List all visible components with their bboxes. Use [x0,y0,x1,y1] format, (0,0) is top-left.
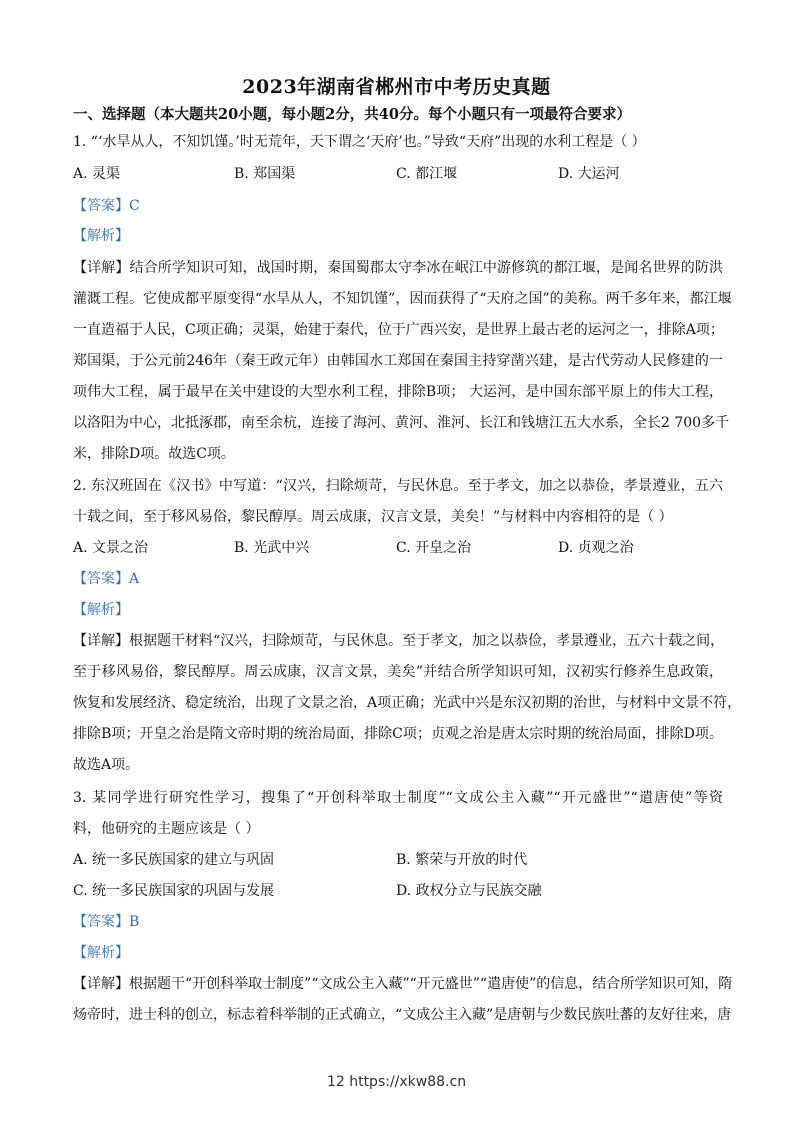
page-title: 2023年湖南省郴州市中考历史真题 [242,76,551,98]
q1-option-d: D. 大运河 [558,166,620,182]
q1-detail-line: 一直造福于人民，C项正确；灵渠，始建于秦代，位于广西兴安，是世界上最古老的运河之一，排除A项； [73,322,724,338]
q1-detail-line: 灌溉工程。它使成都平原变得“水旱从人，不知饥馑”，因而获得了“天府之国”的美称。两千多年来，都江堰 [73,291,732,307]
q1-detail-line: 以洛阳为中心，北抵涿郡，南至余杭，连接了海河、黄河、淮河、长江和钱塘江五大水系，全长2 700多千 [73,415,730,431]
q3-option-a: A. 统一多民族国家的建立与巩固 [73,852,275,868]
answer-label: 【答案】B [73,914,140,930]
q3-option-c: C. 统一多民族国家的巩固与发展 [73,883,275,899]
q3-option-b: B. 繁荣与开放的时代 [396,852,528,868]
q1-detail-line: 郑国渠，于公元前246年（秦王政元年）由韩国水工郑国在秦国主持穿凿兴建，是古代劳动人民修建的一 [73,353,723,369]
q2-answer [73,568,723,590]
q1-option-c: C. 都江堰 [396,166,458,182]
q1-detail-line: 项伟大工程，属于最早在关中建设的大型水利工程，排除B项； 大运河，是中国东部平原上的伟大工程， [73,384,723,400]
q3-detail-line: 【详解】根据题干“开创科举取士制度”“文成公主入藏”“开元盛世”“遣唐使”的信息，结合所学知识可知，隋 [73,976,733,992]
q2-option-a: A. 文景之治 [73,540,149,556]
q3-option-d: D. 政权分立与民族交融 [396,883,542,899]
q1-answer [73,195,723,217]
q1-detail-line: 米，排除D项。故选C项。 [73,446,235,462]
q2-detail-line: 至于移风易俗，黎民醇厚。周云成康，汉言文景，美矣”并结合所学知识可知，汉初实行修养生息政策， [73,664,723,680]
question-3-stem: 3. 某同学进行研究性学习，搜集了“开创科举取士制度”“文成公主入藏”“开元盛世”“遣唐使”等资 [73,790,723,806]
q2-analysis-label: 【解析】 [73,602,129,618]
answer-label: 【答案】C [73,198,140,214]
page-footer-link[interactable]: 12 https://xkw88.cn [326,1074,467,1090]
q3-answer [73,911,723,933]
q2-detail-line: 【详解】根据题干材料“汉兴，扫除烦苛，与民休息。至于孝文，加之以恭俭，孝景遵业，五六十载之间， [73,633,725,649]
q1-analysis-label: 【解析】 [73,228,129,244]
question-1-stem: 1. “‘水旱从人，不知饥馑。’时无荒年，天下谓之‘天府’也。”导致“天府”出现的水利工程是（ ） [73,134,646,150]
q2-detail-line: 排除B项；开皇之治是隋文帝时期的统治局面，排除C项；贞观之治是唐太宗时期的统治局面，排除D项。 [73,726,723,742]
q3-detail-line: 炀帝时，进士科的创立，标志着科举制的正式确立，“文成公主入藏”是唐朝与少数民族吐蕃的友好往来，唐 [73,1007,732,1023]
q2-detail-line: 故选A项。 [73,757,140,773]
q1-option-a: A. 灵渠 [73,166,121,182]
question-3-stem: 料，他研究的主题应该是（ ） [73,821,260,837]
q2-option-b: B. 光武中兴 [234,540,310,556]
q1-detail-line: 【详解】结合所学知识可知，战国时期，秦国蜀郡太守李冰在岷江中游修筑的都江堰，是闻名世界的防洪 [73,260,723,276]
q2-option-c: C. 开皇之治 [396,540,472,556]
section-heading: 一、选择题（本大题共20小题，每小题2分，共40分。每个小题只有一项最符合要求） [73,106,631,123]
q1-option-b: B. 郑国渠 [234,166,296,182]
q2-option-d: D. 贞观之治 [558,540,634,556]
q2-detail-line: 恢复和发展经济、稳定统治，出现了文景之治，A项正确；光武中兴是东汉初期的治世，与材料中文景不符， [73,695,742,711]
q3-analysis-label: 【解析】 [73,945,129,961]
answer-label: 【答案】A [73,571,140,587]
question-2-stem: 十载之间，至于移风易俗，黎民醇厚。周云成康，汉言文景，美矣！”与材料中内容相符的是（ ） [73,509,673,525]
question-2-stem: 2. 东汉班固在《汉书》中写道：“汉兴，扫除烦苛，与民休息。至于孝文，加之以恭俭，孝景遵业，五六 [73,478,723,494]
